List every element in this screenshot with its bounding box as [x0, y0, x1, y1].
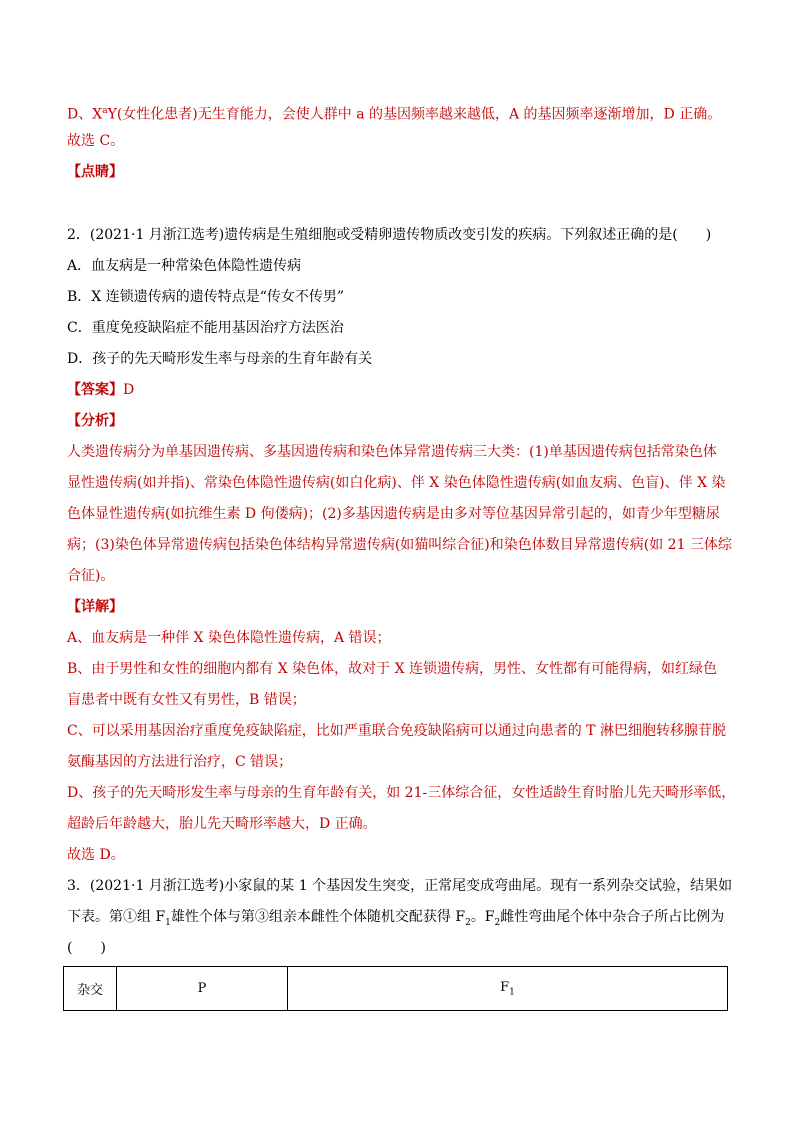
detail-line-4: C、可以采用基因治疗重度免疫缺陷症，比如严重联合免疫缺陷病可以通过向患者的 T 淋巴细胞转移腺苷脱	[67, 723, 726, 739]
q2-stem: 2．(2021·1 月浙江选考)遗传病是生殖细胞或受精卵遗传物质改变引发的疾病。下列叙述正确的是( )	[67, 227, 712, 243]
prev-choose-line: 故选 C。	[67, 133, 125, 149]
q3-stem-line-1: 3．(2021·1 月浙江选考)小家鼠的某 1 个基因发生突变，正常尾变成弯曲尾。现有一系列杂交试验，结果如	[67, 878, 733, 894]
q2-option-c: C．重度免疫缺陷症不能用基因治疗方法医治	[67, 320, 344, 336]
q2-answer	[67, 380, 134, 400]
detail-line-3: 盲患者中既有女性又有男性，B 错误；	[67, 692, 306, 708]
header-f1: $F_1$	[288, 967, 728, 1011]
analysis-line-4: 病；(3)染色体异常遗传病包括染色体结构异常遗传病(如猫叫综合征)和染色体数目异常遗传病(如 21 三体综	[67, 537, 732, 553]
heading-detail: 【详解】	[67, 599, 123, 615]
detail-line-7: 超龄后年龄越大，胎儿先天畸形率越大，D 正确。	[67, 816, 377, 832]
header-p: P	[117, 967, 288, 1011]
heading-dianjing: 【点睛】	[67, 164, 123, 180]
q2-option-d: D．孩子的先天畸形发生率与母亲的生育年龄有关	[67, 351, 373, 367]
prev-option-d: D、$X^aY$(女性化患者)无生育能力，会使人群中 a 的基因频率越来越低，A 的基因频率逐渐增加，D 正确。	[67, 106, 722, 123]
q2-option-a: A．血友病是一种常染色体隐性遗传病	[67, 258, 302, 274]
q3-answer-blank: ( )	[67, 940, 106, 956]
detail-line-2: B、由于男性和女性的细胞内都有 X 染色体，故对于 X 连锁遗传病，男性、女性都有可能得病，如红绿色	[67, 661, 718, 677]
header-cross: 杂交	[64, 967, 117, 1011]
detail-line-1: A、血友病是一种伴 X 染色体隐性遗传病，A 错误；	[67, 630, 391, 646]
q3-stem-line-2: 下表。第①组 $F_1$雄性个体与第③组亲本雌性个体随机交配获得 $F_2$。$F_2$雌性弯曲尾个体中杂合子所占比例为	[67, 909, 725, 928]
cross-table	[63, 966, 728, 1011]
table-header-row	[64, 967, 728, 1011]
analysis-line-3: 色体显性遗传病(如抗维生素 D 佝偻病)；(2)多基因遗传病是由多对等位基因异常引起的，如青少年型糖尿	[67, 506, 720, 522]
analysis-line-5: 合征)。	[67, 568, 115, 584]
answer-heading: 【答案】	[67, 382, 123, 398]
heading-analysis: 【分析】	[67, 413, 123, 429]
answer-value: D	[123, 382, 135, 398]
analysis-line-2: 显性遗传病(如并指)、常染色体隐性遗传病(如白化病)、伴 X 染色体隐性遗传病(如血友病、色盲)、伴 X 染	[67, 475, 726, 491]
q2-choose-line: 故选 D。	[67, 847, 125, 863]
q2-option-b: B．X 连锁遗传病的遗传特点是“传女不传男”	[67, 289, 345, 305]
analysis-line-1: 人类遗传病分为单基因遗传病、多基因遗传病和染色体异常遗传病三大类：(1)单基因遗传病包括常染色体	[67, 444, 717, 460]
detail-line-6: D、孩子的先天畸形发生率与母亲的生育年龄有关，如 21-三体综合征，女性适龄生育时胎儿先天畸形率低，	[67, 785, 736, 801]
detail-line-5: 氨酶基因的方法进行治疗，C 错误；	[67, 754, 293, 770]
